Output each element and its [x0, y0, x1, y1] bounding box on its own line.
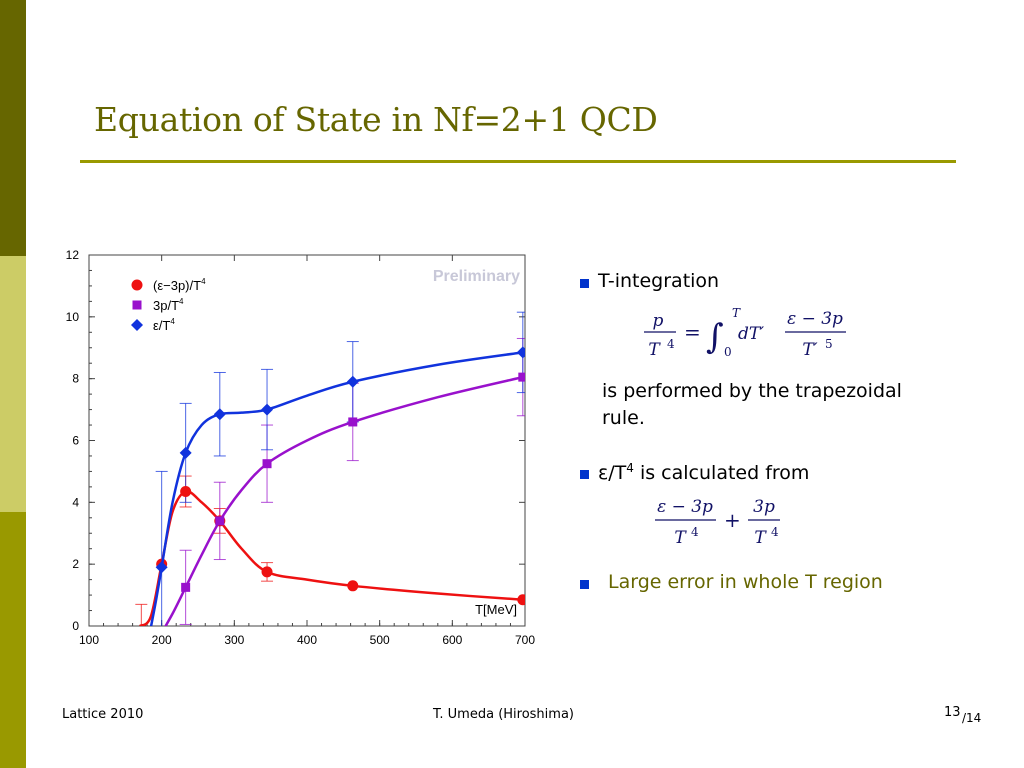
data-point-1: [181, 583, 190, 592]
f1-den-exp: 5: [825, 337, 833, 351]
bullet-trapezoidal-line2: rule.: [602, 407, 645, 429]
bullet-trapezoidal-line1: is performed by the trapezoidal: [602, 380, 902, 402]
x-axis-label: T[MeV]: [475, 602, 517, 617]
f2-den2: T: [754, 528, 766, 548]
title-divider: [80, 160, 956, 163]
x-tick-label: 300: [224, 633, 245, 647]
x-tick-label: 700: [514, 633, 536, 647]
x-tick-label: 400: [296, 633, 318, 647]
f2-plus: +: [724, 508, 741, 532]
x-tick-label: 500: [369, 633, 390, 647]
bullet-square-icon: [580, 470, 589, 479]
preliminary-watermark: Preliminary: [432, 268, 520, 285]
y-tick-label: 12: [65, 248, 79, 262]
y-tick-label: 10: [65, 309, 79, 324]
eos-chart: [45, 240, 550, 652]
f2-num1: ε − 3p: [657, 497, 713, 517]
f1-equals: =: [684, 320, 701, 344]
x-tick-label: 100: [78, 633, 100, 647]
data-point-0: [347, 580, 358, 591]
bullet-large-error: Large error in whole T region: [608, 571, 883, 593]
data-point-0: [262, 566, 273, 577]
legend-label-2: $\varepsilon/T^4$: [153, 317, 175, 333]
data-point-1: [348, 417, 357, 426]
bullet-square-icon: [580, 279, 589, 288]
bullet-square-icon: [580, 580, 589, 589]
data-point-1: [263, 459, 272, 468]
data-point-0: [517, 594, 528, 605]
f2-exp1: 4: [691, 525, 699, 539]
f2-den1: T: [674, 528, 686, 548]
legend-marker-0: [132, 280, 143, 291]
x-tick-label: 200: [151, 633, 172, 647]
legend-marker-1: [133, 301, 142, 310]
f2-num2: 3p: [753, 497, 775, 517]
left-accent-bar-top: [0, 0, 26, 256]
f1-int-upper: T: [732, 306, 741, 320]
f1-lhs-exp: 4: [667, 337, 675, 351]
f1-lhs-den: T: [648, 340, 660, 360]
legend-label-1: $3p/T^4$: [153, 297, 184, 313]
f1-lhs-num: p: [652, 311, 664, 331]
f1-integral-sign: ∫: [706, 317, 724, 357]
f1-diff: dT′: [738, 324, 765, 344]
data-point-0: [180, 486, 191, 497]
footer-page-total: /14: [962, 711, 982, 725]
legend-label-0: $(\varepsilon-3p)/T^4$: [153, 277, 206, 293]
y-tick-label: 0: [72, 619, 79, 633]
data-point-1: [215, 516, 224, 525]
data-point-1: [518, 373, 527, 382]
bullet-epsilon-calculated: $\varepsilon/T^4$ is calculated from: [598, 461, 810, 484]
y-tick-label: 4: [72, 495, 79, 510]
x-tick-label: 600: [442, 633, 463, 647]
slide-title: Equation of State in Nf=2+1 QCD: [94, 100, 658, 139]
f1-int-lower: 0: [724, 345, 732, 359]
formula-energy-density: [650, 490, 790, 552]
f2-exp2: 4: [771, 525, 779, 539]
left-accent-bar-bottom: [0, 512, 26, 768]
footer-page-number: 13: [944, 705, 961, 720]
bullet-t-integration: T-integration: [598, 270, 720, 292]
footer-author: T. Umeda (Hiroshima): [433, 707, 574, 722]
y-tick-label: 2: [72, 557, 79, 572]
f1-num: ε − 3p: [787, 309, 843, 329]
y-tick-label: 8: [72, 371, 79, 386]
formula-pressure-integral: [640, 302, 860, 364]
footer-conference: Lattice 2010: [62, 707, 144, 722]
f1-den: T′: [802, 340, 818, 360]
left-accent-bar-middle: [0, 256, 26, 512]
y-tick-label: 6: [72, 433, 79, 448]
